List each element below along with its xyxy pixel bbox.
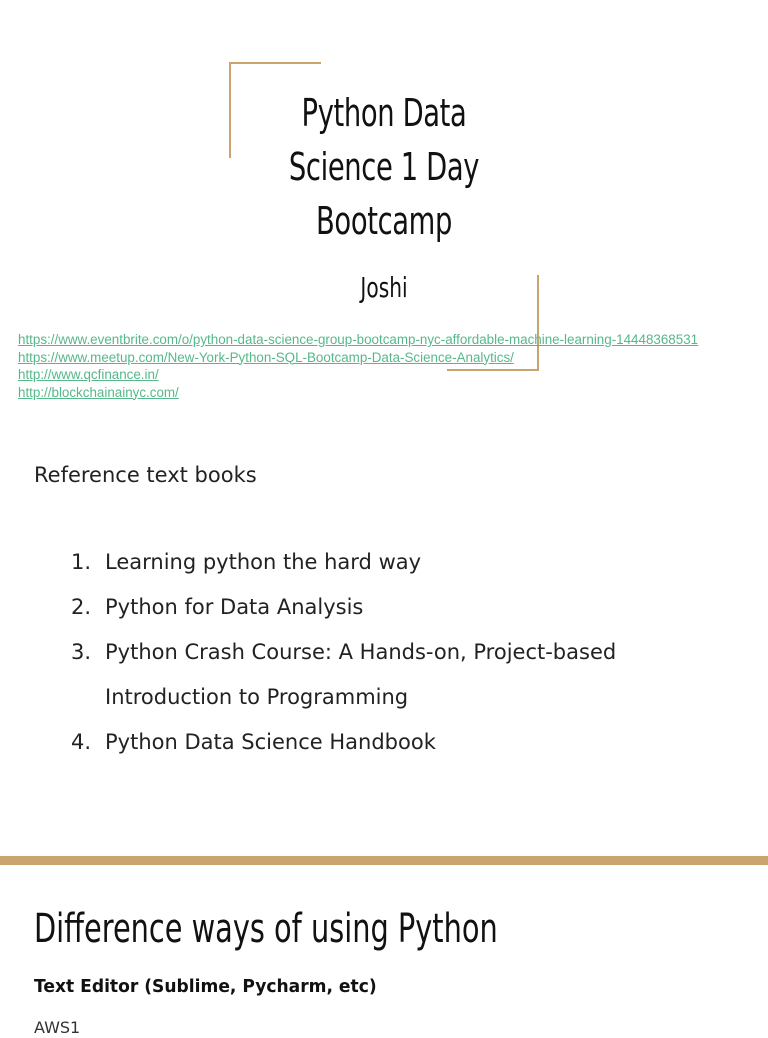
list-item-number: 3.	[70, 640, 91, 664]
slide-divider	[0, 856, 768, 865]
list-item-number: 1.	[70, 550, 91, 574]
slide-title-line-1: Python Data	[301, 91, 467, 135]
reference-heading: Reference text books	[34, 463, 257, 487]
link-qcfinance[interactable]: http://www.qcfinance.in/	[18, 367, 159, 382]
slide-2-subtitle: Text Editor (Sublime, Pycharm, etc)	[34, 976, 377, 997]
list-item-text: Python for Data Analysis	[105, 595, 364, 619]
slide-subtitle-author: Joshi	[360, 271, 408, 304]
slide-2	[0, 865, 768, 1037]
slide-title-line-3: Bootcamp	[316, 199, 452, 243]
slide-title-line-2: Science 1 Day	[288, 145, 480, 189]
slide-2-title: Difference ways of using Python	[34, 906, 498, 952]
list-item	[34, 720, 734, 765]
book-list	[34, 540, 734, 765]
link-blockchainainyc[interactable]: http://blockchainainyc.com/	[18, 384, 179, 400]
link-eventbrite[interactable]: https://www.eventbrite.com/o/python-data-science-group-bootcamp-nyc-affordable-machine-learning-14448368531	[18, 332, 699, 347]
list-item-number: 2.	[70, 595, 91, 619]
list-item	[34, 630, 734, 720]
slide-title	[252, 86, 517, 248]
link-meetup[interactable]: https://www.meetup.com/New-York-Python-SQL-Bootcamp-Data-Science-Analytics/	[18, 349, 514, 365]
list-item	[34, 540, 734, 585]
list-item-text: Learning python the hard way	[105, 550, 422, 574]
list-item-text: Python Data Science Handbook	[105, 730, 436, 754]
list-item	[34, 585, 734, 630]
frame-accent-left-line	[229, 62, 231, 158]
slide-2-partial-line: AWS1	[34, 1018, 81, 1037]
frame-accent-top-line	[230, 62, 321, 64]
list-item-number: 4.	[70, 730, 91, 754]
link-list	[18, 331, 734, 401]
list-item-text: Python Crash Course: A Hands-on, Project-based Introduction to Programming	[105, 640, 617, 709]
